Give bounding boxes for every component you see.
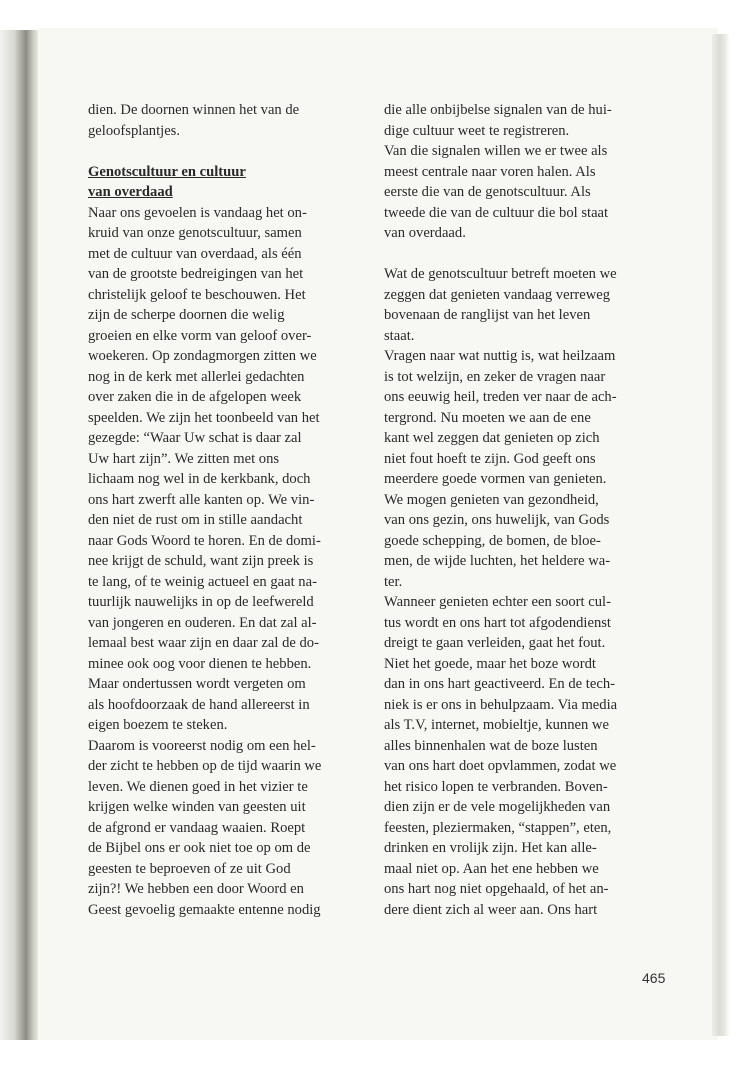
text-line: alles binnenhalen wat de boze lusten [384, 737, 598, 754]
text-line: krijgen welke winden van geesten uit [88, 799, 306, 815]
text-line: woekeren. Op zondagmorgen zitten we [88, 348, 317, 364]
text-line: van jongeren en ouderen. En dat zal al- [88, 614, 317, 631]
text-line: staat. [384, 327, 415, 344]
text-line: ons hart zwerft alle kanten op. We vin- [88, 491, 315, 508]
text-line: minee ook oog voor dienen te hebben. [88, 655, 312, 672]
text-line: bovenaan de ranglijst van het leven [384, 307, 591, 323]
text-line: dien zijn er de vele mogelijkheden van [384, 799, 611, 815]
text-line: van ons hart doet opvlammen, zodat we [384, 758, 617, 774]
text-line: niet fout hoeft te zijn. God geeft ons [384, 450, 596, 467]
text-line: van overdaad. [384, 225, 466, 241]
text-line: geloofsplantjes. [88, 122, 181, 139]
text-line: dien. De doornen winnen het van de [88, 102, 300, 118]
text-line: groeien en elke vorm van geloof over- [88, 327, 312, 344]
text-line: christelijk geloof te beschouwen. Het [88, 286, 306, 303]
text-line: naar Gods Woord te horen. En de domi- [88, 532, 321, 549]
text-line: Wanneer genieten echter een soort cul- [384, 594, 611, 610]
text-line: eerste die van de genotscultuur. Als [384, 184, 591, 200]
text-line: drinken en vrolijk zijn. Het kan alle- [384, 840, 597, 856]
text-line: kruid van onze genotscultuur, samen [88, 225, 302, 241]
text-line: nee krijgt de schuld, want zijn preek is [88, 553, 314, 569]
text-line: Maar ondertussen wordt vergeten om [88, 676, 306, 692]
text-line: dere dient zich al weer aan. Ons hart [384, 901, 598, 918]
text-line: meerdere goede vormen van genieten. [384, 471, 607, 487]
text-line: van de grootste bedreigingen van het [88, 266, 304, 282]
text-line: tergrond. Nu moeten we aan de ene [384, 409, 591, 426]
text-line: Uw hart zijn”. We zitten met ons [88, 450, 280, 467]
text-line: dreigt te gaan verleiden, gaat het fout. [384, 635, 606, 651]
text-line: over zaken die in de afgelopen week [88, 389, 302, 405]
text-line: ter. [384, 573, 403, 590]
text-line: tuurlijk nauwelijks in op de leefwereld [88, 594, 314, 610]
text-line: de afgrond er vandaag waaien. Roept [88, 819, 306, 836]
page-number: 465 [642, 970, 666, 986]
text-line: niek is er ons in behulpzaam. Via media [384, 696, 618, 713]
text-line: gezegde: “Waar Uw schat is daar zal [88, 430, 302, 446]
text-line: feesten, pleziermaken, “stappen”, eten, [384, 819, 612, 836]
text-line: van ons gezin, ons huwelijk, van Gods [384, 512, 610, 528]
text-line: Niet het goede, maar het boze wordt [384, 655, 596, 672]
section-heading [88, 162, 358, 203]
heading-line: Genotscultuur en cultuur [88, 163, 246, 180]
text-line: goede schepping, de bomen, de bloe- [384, 532, 601, 549]
text-line: tus wordt en ons hart tot afgodendienst [384, 614, 611, 631]
text-line: het risico lopen te verbranden. Boven- [384, 778, 608, 795]
right-column [384, 100, 654, 920]
text-line: Wat de genotscultuur betreft moeten we [384, 266, 617, 282]
text-line: te lang, of te weinig actueel en gaat na- [88, 573, 317, 590]
text-line: is tot welzijn, en zeker de vragen naar [384, 368, 606, 385]
text-line: leven. We dienen goed in het vizier te [88, 778, 308, 795]
text-line: als T.V, internet, mobieltje, kunnen we [384, 717, 609, 733]
text-line: meest centrale naar voren halen. Als [384, 163, 596, 180]
text-line: eigen boezem te steken. [88, 717, 228, 733]
heading-line: van overdaad [88, 184, 173, 200]
text-line: lemaal best waar zijn en daar zal de do- [88, 635, 319, 651]
text-line: Daarom is vooreerst nodig om een hel- [88, 737, 316, 754]
text-line: Geest gevoelig gemaakte entenne nodig [88, 901, 321, 918]
text-line: geesten te beproeven of ze uit God [88, 860, 291, 877]
text-line: zeggen dat genieten vandaag verreweg [384, 286, 611, 303]
text-line: dan in ons hart geactiveerd. En de tech- [384, 676, 615, 692]
text-line: nog in de kerk met allerlei gedachten [88, 368, 305, 385]
text-line: der zicht te hebben op de tijd waarin we [88, 758, 322, 774]
text-line: tweede die van de cultuur die bol staat [384, 204, 609, 221]
text-line: Vragen naar wat nuttig is, wat heilzaam [384, 348, 616, 364]
text-line: We mogen genieten van gezondheid, [384, 491, 599, 508]
book-spine [0, 30, 38, 1040]
text-line: maal niet op. Aan het ene hebben we [384, 860, 599, 877]
text-line: men, de wijde luchten, het heldere wa- [384, 553, 611, 569]
text-line: lichaam nog wel in de kerkbank, doch [88, 471, 311, 487]
text-line: kant wel zeggen dat genieten op zich [384, 430, 600, 446]
text-line: den niet de rust om in stille aandacht [88, 512, 303, 528]
text-line: die alle onbijbelse signalen van de hui- [384, 102, 612, 118]
left-column [88, 100, 358, 920]
text-line: speelden. We zijn het toonbeeld van het [88, 409, 320, 426]
text-line: Van die signalen willen we er twee als [384, 143, 608, 159]
text-line: zijn?! We hebben een door Woord en [88, 881, 304, 897]
text-line: ons hart nog niet opgehaald, of het an- [384, 881, 609, 897]
text-line: ons eeuwig heil, treden ver naar de ach- [384, 389, 617, 405]
page-edge [712, 34, 730, 1036]
text-line: de Bijbel ons er ook niet toe op om de [88, 840, 311, 856]
text-line: met de cultuur van overdaad, als één [88, 245, 302, 262]
text-line: als hoofdoorzaak de hand allereerst in [88, 696, 310, 713]
text-line: Naar ons gevoelen is vandaag het on- [88, 204, 307, 221]
text-line: dige cultuur weet te registreren. [384, 122, 570, 139]
text-line: zijn de scherpe doornen die welig [88, 307, 285, 323]
